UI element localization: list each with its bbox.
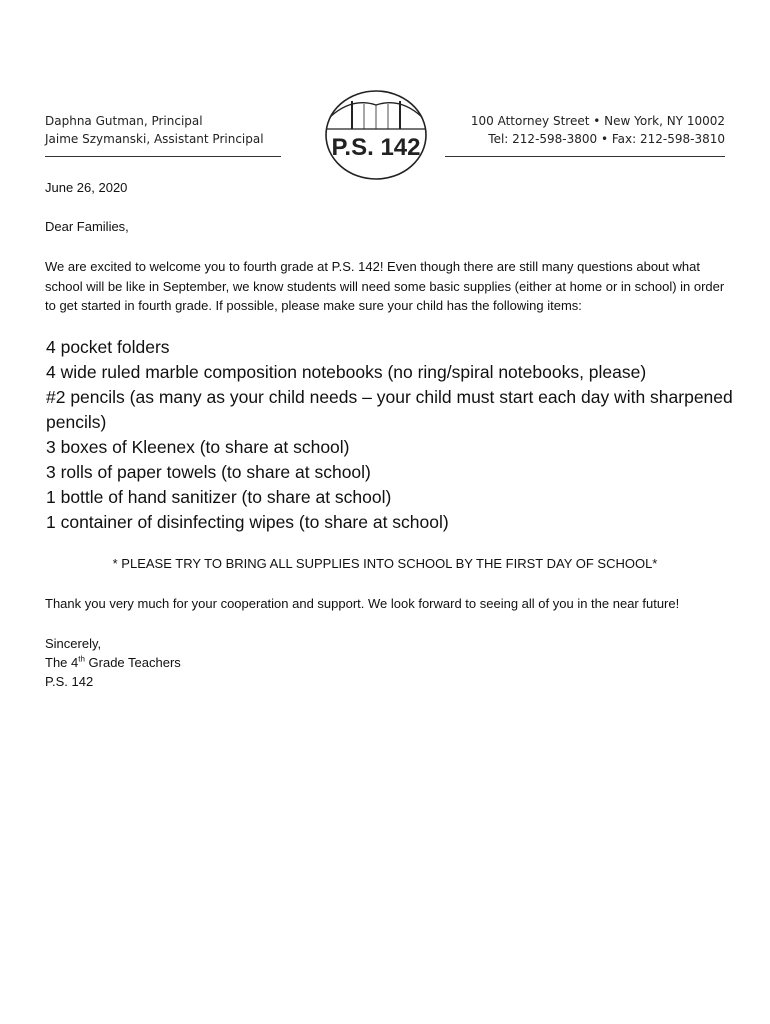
signer-rest: Grade Teachers <box>84 655 181 670</box>
supply-item: 1 bottle of hand sanitizer (to share at school) <box>46 487 392 507</box>
supplies-list <box>46 335 736 535</box>
supply-item: 4 wide ruled marble composition notebooks (no ring/spiral notebooks, please) <box>46 362 647 382</box>
supply-item: #2 pencils (as many as your child needs – your child must start each day with sharpened pencils) <box>46 387 733 432</box>
letterhead-left <box>45 112 281 157</box>
supply-item: 1 container of disinfecting wipes (to share at school) <box>46 512 449 532</box>
signer-ordinal: th <box>78 654 85 664</box>
supply-item: 3 rolls of paper towels (to share at school) <box>46 462 371 482</box>
letter-greeting: Dear Families, <box>45 219 129 234</box>
letter-date: June 26, 2020 <box>45 180 128 195</box>
letterhead-right-rule <box>445 148 725 157</box>
school-phone-fax: Tel: 212-598-3800 • Fax: 212-598-3810 <box>488 132 725 146</box>
sign-off: Sincerely, <box>45 636 102 651</box>
signer-school: P.S. 142 <box>45 674 94 689</box>
letterhead-right <box>445 112 725 157</box>
principal-name: Daphna Gutman, Principal <box>45 114 203 128</box>
school-address: 100 Attorney Street • New York, NY 10002 <box>470 114 725 128</box>
signer <box>45 653 181 672</box>
supplies-notice: * PLEASE TRY TO BRING ALL SUPPLIES INTO SCHOOL BY THE FIRST DAY OF SCHOOL* <box>112 556 658 571</box>
supply-item: 3 boxes of Kleenex (to share at school) <box>46 437 350 457</box>
letter-intro: We are excited to welcome you to fourth grade at P.S. 142! Even though there are still many questions about what school will be like in September, we know students will need some basic supplies (either at home or in school) in order to get started in fourth grade. If possible, please make sure your child has the following items: <box>45 259 725 313</box>
thank-you-line: Thank you very much for your cooperation and support. We look forward to seeing all of you in the near future! <box>45 596 680 611</box>
logo-text: P.S. 142 <box>331 134 421 161</box>
school-logo <box>322 87 430 183</box>
signer-prefix: The 4 <box>45 655 79 670</box>
assistant-principal-name: Jaime Szymanski, Assistant Principal <box>45 132 264 146</box>
supply-item: 4 pocket folders <box>46 337 170 357</box>
letterhead-left-rule <box>45 148 281 157</box>
letter-closing <box>45 634 181 691</box>
